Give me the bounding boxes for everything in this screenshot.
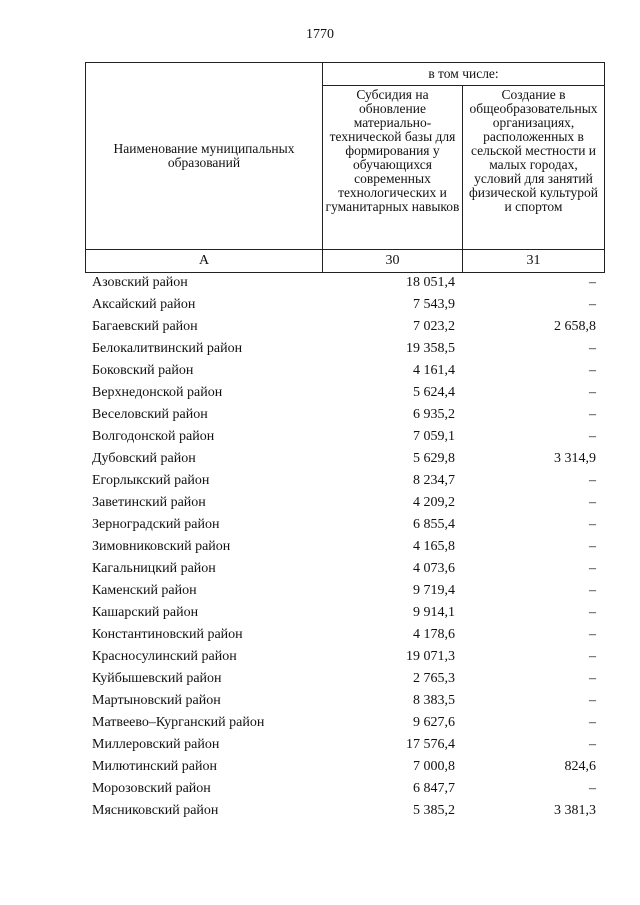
- row-value-30: 7 023,2: [413, 319, 455, 334]
- table-row: [0, 690, 640, 712]
- column-code-31: 31: [463, 250, 605, 273]
- row-value-31: –: [589, 671, 596, 686]
- row-value-31: 3 381,3: [554, 803, 596, 818]
- row-value-30: 6 855,4: [413, 517, 455, 532]
- table-row: [0, 514, 640, 536]
- table-header: [85, 62, 605, 273]
- column-31-header: Создание в общеобразовательных организациях, расположенных в сельской местности и малых городах, условий для занятий физической культурой и спортом: [463, 86, 605, 250]
- row-value-31: –: [589, 561, 596, 576]
- row-name: Милютинский район: [92, 759, 218, 774]
- row-value-31: –: [589, 517, 596, 532]
- row-value-31: –: [589, 341, 596, 356]
- row-value-30: 5 629,8: [413, 451, 455, 466]
- row-value-30: 17 576,4: [406, 737, 455, 752]
- row-name: Аксайский район: [92, 297, 196, 312]
- table-row: [0, 800, 640, 822]
- row-value-30: 7 543,9: [413, 297, 455, 312]
- row-name: Белокалитвинский район: [92, 341, 243, 356]
- row-name: Егорлыкский район: [92, 473, 210, 488]
- row-value-31: –: [589, 407, 596, 422]
- row-name: Мясниковский район: [92, 803, 219, 818]
- table-row: [0, 448, 640, 470]
- column-code-30: 30: [323, 250, 463, 273]
- row-value-31: –: [589, 495, 596, 510]
- table-row: [0, 294, 640, 316]
- row-name: Куйбышевский район: [92, 671, 222, 686]
- row-name: Багаевский район: [92, 319, 198, 334]
- row-value-31: –: [589, 539, 596, 554]
- row-value-30: 8 383,5: [413, 693, 455, 708]
- row-value-30: 18 051,4: [406, 275, 455, 290]
- row-value-31: –: [589, 627, 596, 642]
- table-body: [0, 272, 640, 822]
- row-name: Кашарский район: [92, 605, 199, 620]
- row-name: Азовский район: [92, 275, 188, 290]
- row-value-30: 4 161,4: [413, 363, 455, 378]
- table-row: [0, 316, 640, 338]
- table-row: [0, 338, 640, 360]
- table-row: [0, 624, 640, 646]
- table-row: [0, 734, 640, 756]
- table-row: [0, 360, 640, 382]
- table-row: [0, 580, 640, 602]
- row-value-30: 4 178,6: [413, 627, 455, 642]
- table-row: [0, 272, 640, 294]
- row-value-30: 5 385,2: [413, 803, 455, 818]
- row-value-31: –: [589, 473, 596, 488]
- row-name: Верхнедонской район: [92, 385, 223, 400]
- including-header: в том числе:: [323, 63, 605, 86]
- row-value-31: 3 314,9: [554, 451, 596, 466]
- row-value-31: 824,6: [564, 759, 596, 774]
- table-row: [0, 470, 640, 492]
- row-value-30: 9 719,4: [413, 583, 455, 598]
- row-value-30: 2 765,3: [413, 671, 455, 686]
- row-value-30: 19 358,5: [406, 341, 455, 356]
- row-name: Дубовский район: [92, 451, 196, 466]
- row-value-30: 4 165,8: [413, 539, 455, 554]
- row-value-31: –: [589, 275, 596, 290]
- row-value-30: 4 209,2: [413, 495, 455, 510]
- row-name: Морозовский район: [92, 781, 211, 796]
- table-row: [0, 558, 640, 580]
- table-row: [0, 536, 640, 558]
- table-row: [0, 492, 640, 514]
- row-value-30: 7 000,8: [413, 759, 455, 774]
- table-row: [0, 646, 640, 668]
- row-value-31: –: [589, 781, 596, 796]
- row-value-30: 8 234,7: [413, 473, 455, 488]
- row-name: Заветинский район: [92, 495, 206, 510]
- row-value-31: –: [589, 429, 596, 444]
- row-value-30: 19 071,3: [406, 649, 455, 664]
- row-value-30: 9 914,1: [413, 605, 455, 620]
- table-row: [0, 778, 640, 800]
- table-row: [0, 426, 640, 448]
- row-value-30: 4 073,6: [413, 561, 455, 576]
- row-value-31: 2 658,8: [554, 319, 596, 334]
- column-code-a: А: [86, 250, 323, 273]
- table-row: [0, 602, 640, 624]
- row-name: Волгодонской район: [92, 429, 215, 444]
- row-name: Боковский район: [92, 363, 194, 378]
- row-value-30: 9 627,6: [413, 715, 455, 730]
- row-name: Миллеровский район: [92, 737, 220, 752]
- row-value-30: 5 624,4: [413, 385, 455, 400]
- row-value-31: –: [589, 583, 596, 598]
- row-value-31: –: [589, 385, 596, 400]
- row-value-31: –: [589, 297, 596, 312]
- column-30-header: Субсидия на обновление материально-технической базы для формирования у обучающихся современных технологических и гуманитарных навыков: [323, 86, 463, 250]
- row-value-30: 7 059,1: [413, 429, 455, 444]
- table-row: [0, 756, 640, 778]
- row-value-31: –: [589, 363, 596, 378]
- table-row: [0, 668, 640, 690]
- row-value-31: –: [589, 737, 596, 752]
- table-row: [0, 712, 640, 734]
- row-name: Кагальницкий район: [92, 561, 216, 576]
- row-value-31: –: [589, 605, 596, 620]
- row-name: Веселовский район: [92, 407, 208, 422]
- table-row: [0, 382, 640, 404]
- row-name: Мартыновский район: [92, 693, 221, 708]
- row-value-30: 6 847,7: [413, 781, 455, 796]
- row-value-31: –: [589, 715, 596, 730]
- row-value-30: 6 935,2: [413, 407, 455, 422]
- row-name: Красносулинский район: [92, 649, 237, 664]
- row-name: Зимовниковский район: [92, 539, 231, 554]
- row-name: Матвеево–Курганский район: [92, 715, 265, 730]
- page-number: 1770: [306, 27, 334, 42]
- row-value-31: –: [589, 693, 596, 708]
- row-name: Каменский район: [92, 583, 197, 598]
- municipality-name-header: Наименование муниципальных образований: [86, 63, 323, 250]
- row-value-31: –: [589, 649, 596, 664]
- row-name: Зерноградский район: [92, 517, 220, 532]
- table-row: [0, 404, 640, 426]
- row-name: Константиновский район: [92, 627, 243, 642]
